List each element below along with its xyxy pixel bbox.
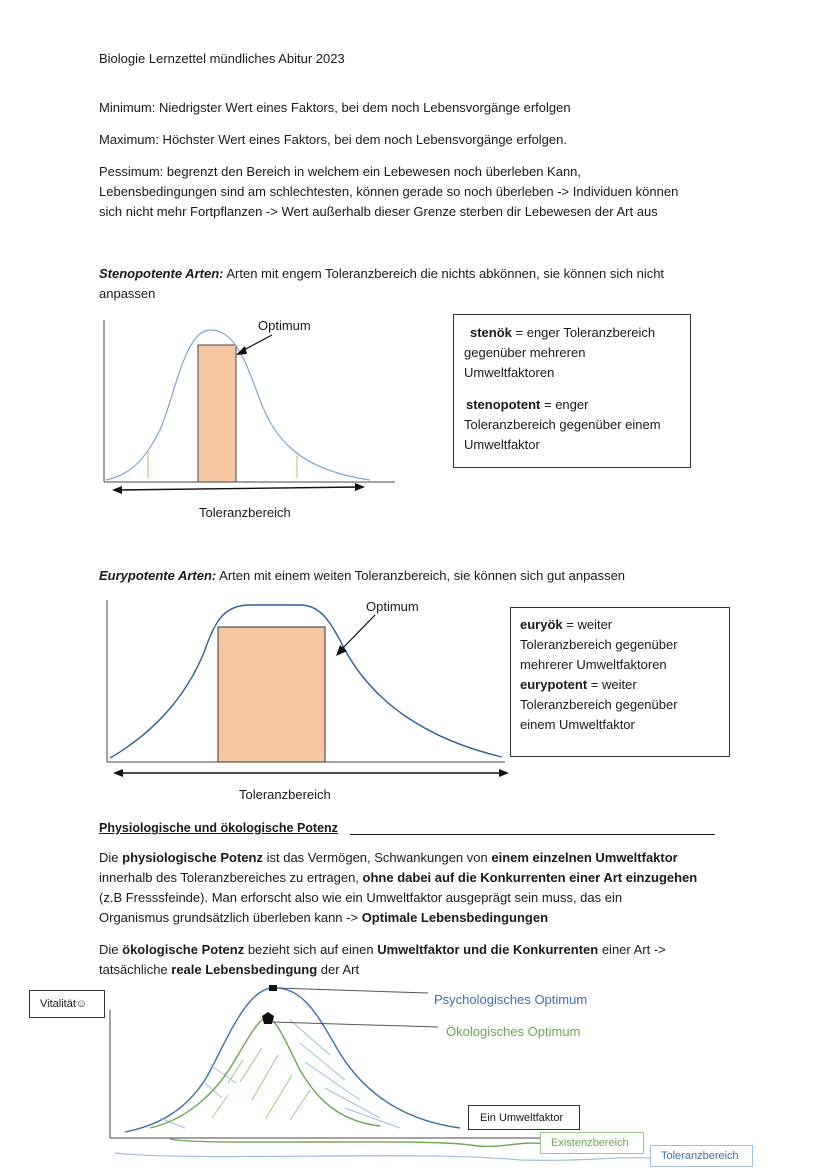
steno-optimum-label: Optimum <box>258 318 311 333</box>
potenz-p1-line1 <box>99 848 678 868</box>
steno-curve <box>106 330 370 480</box>
eury-optimum-label: Optimum <box>366 599 419 614</box>
potenz-p2-text3: einer Art -> <box>598 942 666 957</box>
eury-curve <box>110 605 502 758</box>
potenz-existenz-bracket <box>170 1139 545 1146</box>
potenz-p2-l2-bold: reale Lebensbedingung <box>171 962 318 977</box>
potenz-p1-line4 <box>99 908 548 928</box>
steno-box-p1-l3: Umweltfaktoren <box>464 365 555 380</box>
eury-optimum-arrowhead <box>336 645 347 656</box>
potenz-y-label: Vitalität☺ <box>40 998 88 1010</box>
steno-heading-bold: Stenopotente Arten: <box>99 266 224 281</box>
page-title: Biologie Lernzettel mündliches Abitur 2023 <box>99 51 345 66</box>
eury-box-l6: einem Umweltfaktor <box>520 717 635 732</box>
steno-range-arrow <box>118 487 358 490</box>
steno-box-p1-l2: gegenüber mehreren <box>464 345 586 360</box>
eury-box-l2: Toleranzbereich gegenüber <box>520 637 678 652</box>
steno-box-p2-rest: = enger <box>540 397 589 412</box>
potenz-p2-l2-text2: der Art <box>317 962 360 977</box>
eury-box-l3: mehrerer Umweltfaktoren <box>520 657 667 672</box>
steno-box-p2-l3: Umweltfaktor <box>464 437 540 452</box>
steno-range-label: Toleranzbereich <box>199 505 291 520</box>
steno-range-arrow-right <box>355 483 365 491</box>
steno-optimum-arrow <box>240 335 272 352</box>
eury-box-l4-rest: = weiter <box>587 677 637 692</box>
potenz-psych-optimum-marker <box>269 985 277 991</box>
potenz-green-hatch <box>212 1048 310 1120</box>
potenz-heading-rule <box>350 834 715 835</box>
potenz-p2-line1 <box>99 940 666 960</box>
potenz-oeko-optimum-marker <box>262 1012 274 1024</box>
potenz-oeko-leader <box>272 1022 438 1027</box>
potenz-p1-text2: ist das Vermögen, Schwankungen von <box>262 850 492 865</box>
potenz-p1-line2 <box>99 868 697 888</box>
potenz-p2-line2 <box>99 960 359 980</box>
steno-box-stenoek: stenök <box>470 325 512 340</box>
potenz-oeko-label: Ökologisches Optimum <box>446 1024 581 1039</box>
potenz-p2-bold1: ökologische Potenz <box>122 942 245 957</box>
eury-box-l1-rest: = weiter <box>562 617 613 632</box>
eury-range-label: Toleranzbereich <box>239 787 331 802</box>
eury-box-euryoek: euryök <box>520 617 563 632</box>
potenz-heading: Physiologische und ökologische Potenz <box>99 821 338 835</box>
steno-optimum-rect <box>198 345 236 482</box>
potenz-toleranz-bracket <box>115 1153 650 1160</box>
steno-heading <box>99 264 664 284</box>
potenz-factor-label: Ein Umweltfaktor <box>480 1112 564 1124</box>
potenz-p1-l2-text: innerhalb des Toleranzbereiches zu ertragen, <box>99 870 363 885</box>
eury-range-arrow-right <box>499 769 509 777</box>
eury-definition-box <box>510 607 730 757</box>
potenz-blue-hatch <box>160 1020 400 1128</box>
eury-box-eurypotent: eurypotent <box>520 677 588 692</box>
definition-pessimum-line3: sich nicht mehr Fortpflanzen -> Wert außerhalb dieser Grenze sterben dir Lebewesen der Art aus <box>99 204 658 219</box>
potenz-y-label-box <box>29 990 105 1018</box>
potenz-p1-text: Die <box>99 850 123 865</box>
potenz-blue-curve <box>125 988 460 1132</box>
steno-heading-line2: anpassen <box>99 286 156 301</box>
eury-heading-bold: Eurypotente Arten: <box>99 568 217 583</box>
definition-maximum: Maximum: Höchster Wert eines Faktors, bei dem noch Lebensvorgänge erfolgen. <box>99 132 567 147</box>
potenz-psych-leader <box>277 988 428 993</box>
eury-optimum-rect <box>218 627 325 762</box>
eury-heading <box>99 566 625 586</box>
eury-optimum-arrow <box>340 615 375 651</box>
potenz-existenz-box <box>540 1132 644 1154</box>
potenz-p1-bold2: einem einzelnen Umweltfaktor <box>491 850 678 865</box>
steno-definition-box <box>453 314 691 468</box>
potenz-p2-text2: bezieht sich auf einen <box>244 942 378 957</box>
potenz-toleranz-box <box>650 1145 753 1167</box>
potenz-p1-l2-bold: ohne dabei auf die Konkurrenten einer Art einzugehen <box>362 870 698 885</box>
potenz-p1-l4-text: Organismus grundsätzlich überleben kann -> <box>99 910 362 925</box>
eury-heading-rest: Arten mit einem weiten Toleranzbereich, sie können sich gut anpassen <box>216 568 626 583</box>
potenz-existenz-label: Existenzbereich <box>551 1137 629 1149</box>
potenz-toleranz-label: Toleranzbereich <box>661 1150 739 1162</box>
steno-range-arrow-left <box>112 486 122 494</box>
definition-pessimum-line1: Pessimum: begrenzt den Bereich in welchem ein Lebewesen noch überleben Kann, <box>99 164 582 179</box>
potenz-psych-label: Psychologisches Optimum <box>434 992 588 1007</box>
definition-minimum: Minimum: Niedrigster Wert eines Faktors, bei dem noch Lebensvorgänge erfolgen <box>99 100 571 115</box>
potenz-p1-l4-bold: Optimale Lebensbedingungen <box>361 910 549 925</box>
eury-range-arrow-left <box>113 769 123 777</box>
potenz-p1-bold1: physiologische Potenz <box>122 850 263 865</box>
steno-box-p2-l2: Toleranzbereich gegenüber einem <box>464 417 661 432</box>
potenz-factor-box <box>468 1105 580 1130</box>
potenz-p2-text: Die <box>99 942 123 957</box>
potenz-p2-bold2: Umweltfaktor und die Konkurrenten <box>377 942 599 957</box>
potenz-p2-l2-text: tatsächliche <box>99 962 172 977</box>
steno-box-stenopotent: stenopotent <box>466 397 541 412</box>
potenz-green-curve <box>150 1018 380 1128</box>
steno-optimum-arrowhead <box>236 346 247 355</box>
definition-pessimum-line2: Lebensbedingungen sind am schlechtesten, können gerade so noch überleben -> Individuen können <box>99 184 679 199</box>
eury-box-l5: Toleranzbereich gegenüber <box>520 697 678 712</box>
potenz-p1-line3: (z.B Fresssfeinde). Man erforscht also wie ein Umweltfaktor ausgeprägt sein muss, das ein <box>99 890 623 905</box>
steno-heading-rest: Arten mit engem Toleranzbereich die nichts abkönnen, sie können sich nicht <box>223 266 665 281</box>
steno-box-p1-rest: = enger Toleranzbereich <box>511 325 656 340</box>
